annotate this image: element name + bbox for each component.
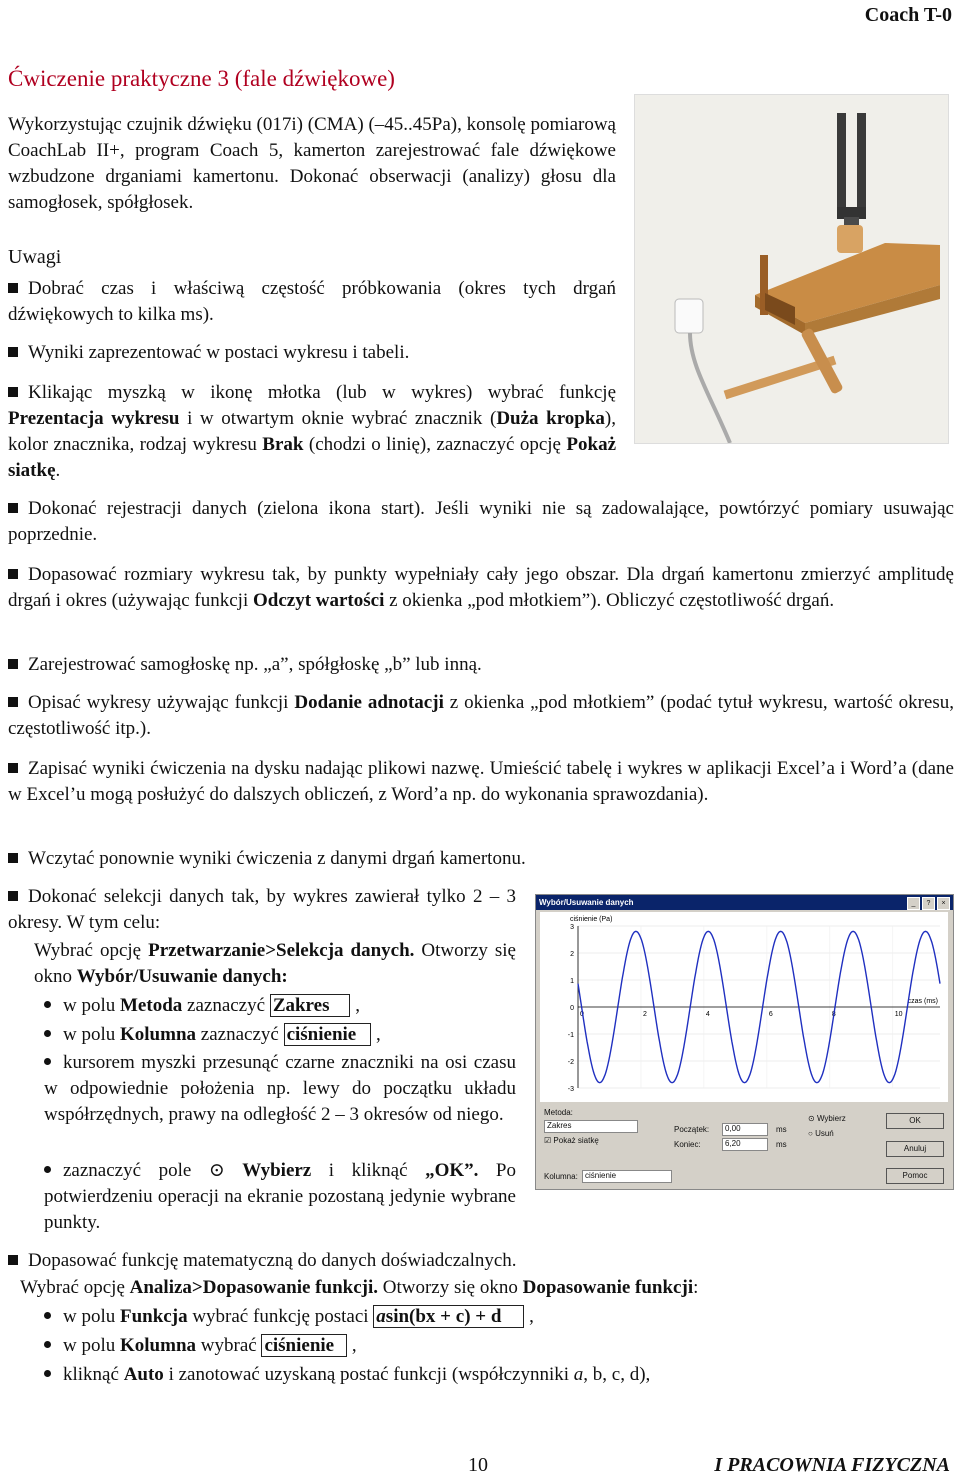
ok-button[interactable]: OK: [886, 1113, 944, 1129]
pressure-chart: [540, 912, 948, 1102]
kolumna-select[interactable]: ciśnienie: [582, 1170, 672, 1183]
minimize-icon[interactable]: _: [907, 897, 920, 910]
cancel-button[interactable]: Anuluj: [886, 1141, 944, 1157]
note-reload: Wczytać ponownie wyniki ćwiczenia z danymi drgań kamertonu.: [8, 846, 954, 872]
note-chart-presentation: Klikając myszką w ikonę młotka (lub w wykres) wybrać funkcję Prezentacja wykresu i w otwartym oknie wybrać znacznik (Duża kropka), kolor znacznika, rodzaj wykresu Brak (chodzi o linię), zaznaczyć opcję Pokaż siatkę.: [8, 380, 616, 484]
step-confirm: zaznaczyć pole ⊙ Wybierz i kliknąć „OK”. Po potwierdzeniu operacji na ekranie pozostaną jedynie wybrane punkty.: [44, 1158, 516, 1236]
x-tick-label: 8: [831, 1011, 836, 1018]
metoda-label: Metoda:: [544, 1108, 573, 1117]
close-icon[interactable]: ×: [937, 897, 950, 910]
koniec-label: Koniec:: [674, 1140, 701, 1149]
wybierz-radio[interactable]: ⊙ Wybierz: [808, 1114, 846, 1123]
exercise-title: Ćwiczenie praktyczne 3 (fale dźwiękowe): [8, 66, 395, 91]
step-cursor: kursorem myszki przesunąć czarne znaczniki na osi czasu w odpowiednie położenia np. lewy do początku układu współrzędnych, prawy na odległość 2 – 3 okresów od niego.: [44, 1050, 516, 1128]
y-axis-label: ciśnienie (Pa): [570, 916, 613, 923]
step-fit-column: w polu Kolumna wybrać ciśnienie ,: [44, 1333, 944, 1359]
note-sampling: Dobrać czas i właściwą częstość próbkowania (okres tych drgań dźwiękowych to kilka ms).: [8, 276, 616, 328]
y-tick-label: -2: [567, 1059, 574, 1066]
dialog-window-buttons: [907, 897, 950, 910]
select-data-instructions: Wybrać opcję Przetwarzanie>Selekcja danych. Otworzy się okno Wybór/Usuwanie danych:: [34, 940, 516, 987]
note-select-data: Dokonać selekcji danych tak, by wykres zawierał tylko 2 – 3 okresy. W tym celu:: [8, 884, 516, 936]
note-function-fit: Dopasować funkcję matematyczną do danych doświadczalnych.: [8, 1248, 954, 1274]
header-title: Coach T-0: [864, 4, 952, 26]
kolumna-label: Kolumna:: [544, 1172, 578, 1181]
siatka-checkbox[interactable]: ☑ Pokaż siatkę: [544, 1136, 599, 1145]
x-tick-label: 4: [705, 1011, 710, 1018]
note-fit-chart: Dopasować rozmiary wykresu tak, by punkty wypełniały cały jego obszar. Dla drgań kamertonu zmierzyć amplitudę drgań i okres (używając funkcji Odczyt wartości z okienka „pod młotkiem”). Obliczyć częstotliwość drgań.: [8, 562, 954, 614]
poczatek-label: Początek:: [674, 1125, 710, 1134]
page-number: 10: [468, 1454, 488, 1476]
y-tick-label: 0: [570, 1005, 574, 1012]
note-annotations: Opisać wykresy używając funkcji Dodanie adnotacji z okienka „pod młotkiem” (podać tytuł wykresu, wartość okresu, częstotliwość itp.).: [8, 690, 954, 742]
x-tick-label: 2: [642, 1011, 647, 1018]
x-axis-label: czas (ms): [907, 998, 938, 1005]
note-results: Wyniki zaprezentować w postaci wykresu i tabeli.: [8, 340, 616, 366]
note-registration: Dokonać rejestracji danych (zielona ikona start). Jeśli wyniki nie są zadowalające, powtórzyć pomiary usuwając poprzednie.: [8, 496, 954, 548]
y-tick-label: 2: [570, 951, 574, 958]
selection-dialog: [535, 894, 954, 1190]
intro-paragraph: Wykorzystując czujnik dźwięku (017i) (CMA) (–45..45Pa), konsolę pomiarową CoachLab II+, program Coach 5, kamerton zarejestrować fale dźwiękowe wzbudzone drganiami kamertonu. Dokonać obserwacji (analizy) głosu dla samogłosek, spółgłosek.: [8, 114, 616, 213]
tuning-fork-photo: [634, 94, 949, 444]
note-save-results: Zapisać wyniki ćwiczenia na dysku nadając plikowi nazwę. Umieścić tabelę i wykres w aplikacji Excel’a i Word’a (dane w Excel’u mogą posłużyć do dalszych obliczeń, z Word’a np. do wykonania sprawozdania).: [8, 756, 954, 808]
note-record-vowel: Zarejestrować samogłoskę np. „a”, spółgłoskę „b” lub inną.: [8, 652, 954, 678]
koniec-input[interactable]: 6,20: [722, 1138, 768, 1151]
footer-title: I PRACOWNIA FIZYCZNA: [714, 1454, 950, 1476]
uwagi-heading: Uwagi: [8, 246, 62, 268]
x-tick-label: 10: [894, 1011, 903, 1018]
usun-radio[interactable]: ○ Usuń: [808, 1129, 834, 1138]
y-tick-label: 1: [570, 978, 574, 985]
chart-area[interactable]: [540, 912, 948, 1102]
function-fit-instructions: Wybrać opcję Analiza>Dopasowanie funkcji. Otworzy się okno Dopasowanie funkcji:: [20, 1277, 699, 1298]
x-tick-label: 0: [580, 1011, 584, 1018]
dialog-titlebar: Wybór/Usuwanie danych: [536, 895, 953, 910]
y-tick-label: -1: [567, 1032, 574, 1039]
help-icon[interactable]: ?: [922, 897, 935, 910]
poczatek-input[interactable]: 0,00: [722, 1123, 768, 1136]
koniec-unit: ms: [776, 1140, 787, 1149]
poczatek-unit: ms: [776, 1125, 787, 1134]
metoda-select[interactable]: Zakres: [544, 1120, 638, 1133]
step-function: w polu Funkcja wybrać funkcję postaci asin(bx + c) + d ,: [44, 1304, 944, 1330]
y-tick-label: 3: [570, 924, 574, 931]
help-button[interactable]: Pomoc: [886, 1168, 944, 1184]
step-method: w polu Metoda zaznaczyć Zakres ,: [44, 993, 516, 1019]
step-column: w polu Kolumna zaznaczyć ciśnienie ,: [44, 1022, 516, 1048]
step-auto: kliknąć Auto i zanotować uzyskaną postać funkcji (współczynniki a, b, c, d),: [44, 1362, 944, 1388]
x-tick-label: 6: [768, 1011, 773, 1018]
y-tick-label: -3: [567, 1086, 574, 1093]
